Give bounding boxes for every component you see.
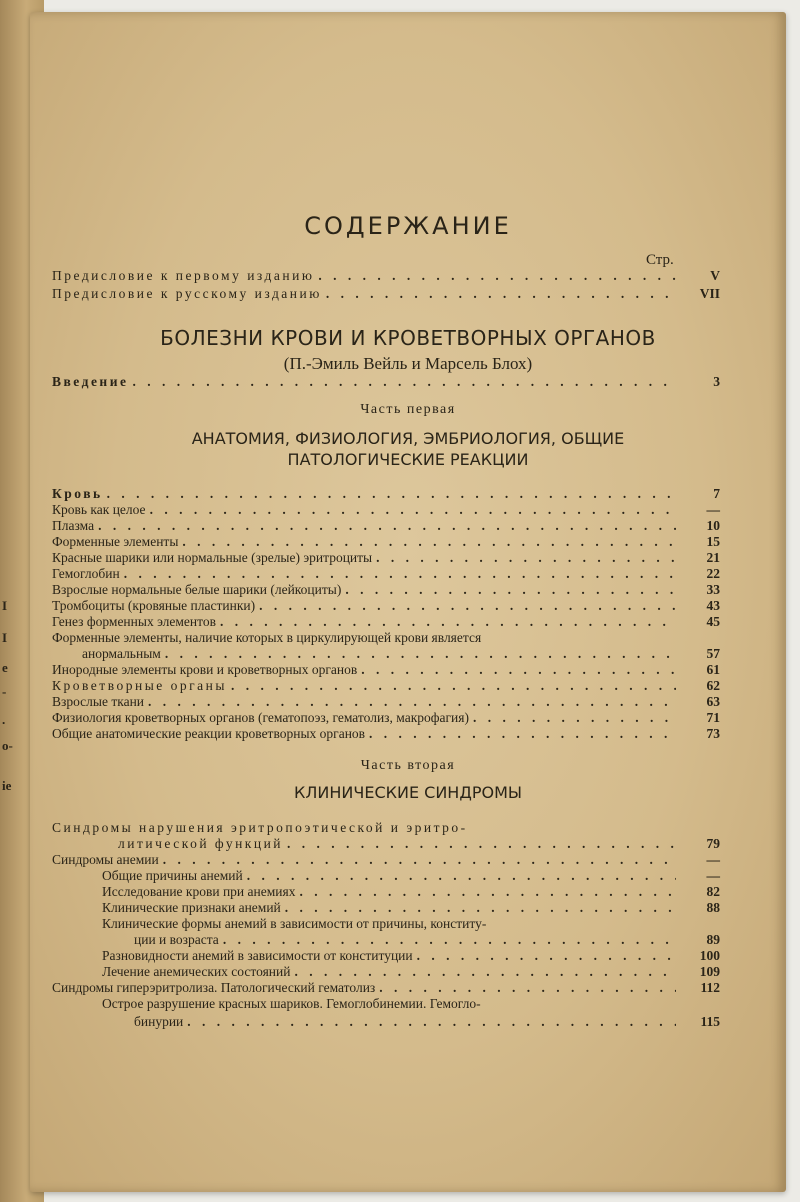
toc-entry-label: Гемоглобин [52, 566, 120, 581]
toc-entry-page: 15 [706, 534, 720, 549]
leader-dots [379, 980, 676, 996]
toc-entry-page: 73 [706, 726, 720, 741]
leader-dots [417, 948, 676, 964]
toc-entry-label: анормальным [82, 646, 161, 661]
toc-entry-page: 71 [706, 710, 720, 725]
toc-entry-page: 45 [706, 614, 720, 629]
toc-entry-continuation [82, 646, 720, 662]
book-page [30, 12, 786, 1192]
toc-entry-page: 22 [706, 566, 720, 581]
toc-entry-label: Генез форменных элементов [52, 614, 216, 629]
toc-entry-label: Кроветворные органы [52, 678, 227, 693]
toc-entry-label: Взрослые ткани [52, 694, 145, 709]
toc-entry-page: 57 [706, 646, 720, 661]
spine-text-fragment: . [2, 712, 6, 727]
toc-entry [52, 550, 720, 566]
toc-entry-label: Введение [52, 374, 129, 389]
toc-entry [52, 566, 720, 582]
toc-entry-label: Синдромы анемии [52, 852, 159, 867]
leader-dots [148, 694, 676, 710]
toc-entry-label: Плазма [52, 518, 95, 533]
toc-entry-label: Синдромы нарушения эритропоэтической и эритро- [52, 820, 468, 835]
toc-entry-page: 33 [706, 582, 720, 597]
spine-text-fragment: ie [2, 778, 12, 793]
toc-entry-page: — [706, 868, 720, 883]
leader-dots [299, 884, 676, 900]
toc-entry-page: 79 [706, 836, 720, 851]
leader-dots [98, 518, 676, 534]
toc-entry-label: Красные шарики или нормальные (зрелые) эритроциты [52, 550, 373, 565]
toc-subentry [102, 868, 720, 884]
toc-entry [52, 502, 720, 518]
toc-entry [52, 820, 720, 836]
leader-dots [231, 678, 676, 694]
toc-entry [52, 486, 720, 502]
leader-dots [150, 502, 676, 518]
part-title: КЛИНИЧЕСКИЕ СИНДРОМЫ [294, 783, 522, 802]
part-label: Часть первая [360, 402, 456, 417]
toc-entry-page: 62 [706, 678, 720, 693]
toc-entry-label: Кровь [52, 486, 103, 501]
toc-subentry [102, 948, 720, 964]
toc-entry-label: Общие причины анемий [102, 868, 243, 883]
leader-dots [223, 932, 676, 948]
leader-dots [294, 964, 676, 980]
toc-entry-label: Клинические признаки анемий [102, 900, 281, 915]
toc-entry [52, 630, 720, 646]
book-title: БОЛЕЗНИ КРОВИ И КРОВЕТВОРНЫХ ОРГАНОВ [160, 326, 656, 350]
leader-dots [187, 1014, 676, 1030]
leader-dots [124, 566, 676, 582]
toc-entry-page: 61 [706, 662, 720, 677]
toc-entry-label: Лечение анемических состояний [102, 964, 291, 979]
leader-dots [182, 534, 676, 550]
leader-dots [345, 582, 676, 598]
toc-entry [52, 662, 720, 678]
spine-text-fragment: I [2, 598, 8, 613]
toc-entry [52, 286, 720, 302]
toc-entry-page: 88 [706, 900, 720, 915]
toc-entry [52, 374, 720, 390]
toc-entry-page: 43 [706, 598, 720, 613]
leader-dots [369, 726, 676, 742]
toc-entry-page: V [710, 268, 720, 283]
toc-entry-page: — [706, 502, 720, 517]
toc-entry-page: 10 [706, 518, 720, 533]
part-label: Часть вторая [360, 758, 456, 773]
toc-entry-label: ции и возраста [134, 932, 219, 947]
toc-entry-label: Клинические формы анемий в зависимости от причины, конститу- [102, 916, 487, 931]
toc-entry [52, 710, 720, 726]
leader-dots [318, 268, 676, 284]
leader-dots [473, 710, 676, 726]
toc-entry-page: 63 [706, 694, 720, 709]
toc-entry-page: 109 [699, 964, 720, 979]
toc-entry-label: Исследование крови при анемиях [102, 884, 296, 899]
toc-entry-page: 89 [706, 932, 720, 947]
toc-entry-label: Разновидности анемий в зависимости от конституции [102, 948, 413, 963]
toc-entry-label: Инородные элементы крови и кроветворных органов [52, 662, 358, 677]
toc-entry [52, 598, 720, 614]
toc-entry [52, 268, 720, 284]
leader-dots [259, 598, 676, 614]
toc-entry-page: 7 [713, 486, 720, 501]
toc-entry-continuation [134, 1014, 720, 1030]
toc-entry-page: VII [699, 286, 720, 301]
book-authors: (П.-Эмиль Вейль и Марсель Блох) [283, 354, 533, 373]
leader-dots [163, 852, 676, 868]
toc-entry-continuation [118, 836, 720, 852]
toc-entry [52, 582, 720, 598]
toc-entry-label: Общие анатомические реакции кроветворных органов [52, 726, 366, 741]
toc-entry-page: 3 [713, 374, 720, 389]
leader-dots [132, 374, 676, 390]
toc-subentry [102, 916, 720, 932]
leader-dots [247, 868, 676, 884]
toc-entry-continuation [134, 932, 720, 948]
toc-entry [52, 694, 720, 710]
toc-entry-label: бинурии [134, 1014, 184, 1029]
leader-dots [361, 662, 676, 678]
spine-text-fragment: I [2, 630, 8, 645]
toc-entry-page: — [706, 852, 720, 867]
toc-subentry [102, 900, 720, 916]
toc-entry-label: Острое разрушение красных шариков. Гемоглобинемии. Гемогло- [102, 996, 481, 1011]
toc-entry-page: 112 [700, 980, 720, 995]
leader-dots [285, 900, 676, 916]
leader-dots [165, 646, 676, 662]
part-title: ПАТОЛОГИЧЕСКИЕ РЕАКЦИИ [287, 450, 529, 469]
toc-entry-label: Синдромы гиперэритролиза. Патологический гематолиз [52, 980, 376, 995]
toc-entry-label: Тромбоциты (кровяные пластинки) [52, 598, 256, 613]
toc-entry-label: Кровь как целое [52, 502, 146, 517]
toc-entry-label: Предисловие к русскому изданию [52, 286, 322, 301]
leader-dots [376, 550, 676, 566]
leader-dots [220, 614, 676, 630]
toc-entry [52, 980, 720, 996]
toc-entry-page: 82 [706, 884, 720, 899]
toc-entry-label: Форменные элементы [52, 534, 179, 549]
toc-entry-label: Физиология кроветворных органов (гематопоэз, гематолиз, макрофагия) [52, 710, 469, 725]
toc-entry [52, 534, 720, 550]
leader-dots [287, 836, 676, 852]
toc-entry [52, 678, 720, 694]
toc-entry [52, 518, 720, 534]
toc-subentry [102, 884, 720, 900]
toc-entry-label: Предисловие к первому изданию [52, 268, 315, 283]
part-title: АНАТОМИЯ, ФИЗИОЛОГИЯ, ЭМБРИОЛОГИЯ, ОБЩИЕ [191, 429, 625, 448]
toc-entry-label: Форменные элементы, наличие которых в циркулирующей крови является [52, 630, 482, 645]
toc-subentry [102, 964, 720, 980]
page-column-label: Стр. [646, 252, 674, 268]
spine-text-fragment: o- [2, 738, 13, 753]
toc-entry [52, 614, 720, 630]
toc-entry [52, 852, 720, 868]
toc-entry-page: 115 [700, 1014, 720, 1029]
toc-entry-label: литической функций [118, 836, 284, 851]
toc-entry-page: 100 [699, 948, 720, 963]
toc-subentry [102, 996, 720, 1012]
leader-dots [107, 486, 676, 502]
spine-text-fragment: - [2, 684, 7, 699]
page-title: СОДЕРЖАНИЕ [304, 212, 512, 240]
toc-entry-label: Взрослые нормальные белые шарики (лейкоциты) [52, 582, 342, 597]
leader-dots [326, 286, 676, 302]
spine-text-fragment: e [2, 660, 8, 675]
toc-entry-page: 21 [706, 550, 720, 565]
toc-entry [52, 726, 720, 742]
